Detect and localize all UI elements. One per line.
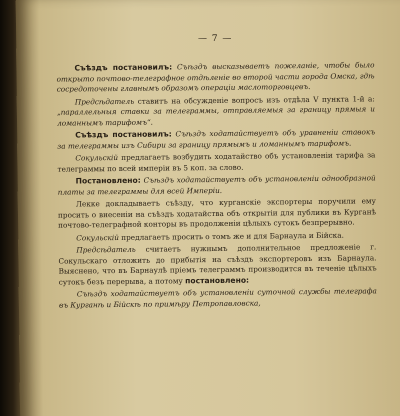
- paragraph-resolution-omsk: [56, 60, 374, 95]
- speaker-name: Сокульскій: [76, 232, 119, 242]
- paragraph-resolution-kurgan: [59, 286, 377, 310]
- paragraph-chairman-question: [57, 94, 375, 129]
- page-text: [56, 32, 377, 312]
- resolution-text: Съѣздъ высказываетъ пожеланіе, чтобы было открыто почтово-телеграфное отдѣленіе во второй части города Омска, гдѣ сосредоточены главнымъ образомъ операціи маслоторговцевъ.: [56, 60, 375, 94]
- speaker-name: Сокульскій: [75, 153, 119, 163]
- paragraph-sokulsky-barnaul: [58, 230, 376, 244]
- paragraph-text: предлагаетъ просить о томъ же и для Барнаула и Бійска.: [118, 230, 344, 242]
- paragraph-text: ставитъ на обсужденіе вопросъ изъ отдѣла V пункта 1-й а:: [134, 93, 375, 106]
- paragraph-chairman-postpone: [58, 242, 376, 287]
- resolution-text: Съѣздъ ходатайствуетъ объ уравненіи ставокъ за телеграммы изъ Сибири за границу прямымъ и ломаннымъ тарифомъ.: [57, 127, 376, 151]
- page-number: — 7 —: [197, 33, 233, 45]
- resolution-heading: постановлено:: [185, 275, 250, 285]
- paragraph-resolution-uniform: [58, 173, 376, 197]
- speaker-name: Предсѣдатель: [76, 244, 136, 255]
- paragraph-text: считаетъ нужнымъ дополнительное предложеніе г. Сокульскаго отложить до прибытія на съѣздъ экспортеровъ изъ Барнаула. Выяснено, что въ Барнаулѣ пріемъ телеграммъ производится въ теченіе цѣлыхъ сутокъ безъ перерыва, а потому: [58, 242, 377, 287]
- paragraph-lekke-report: [58, 196, 376, 231]
- paragraph-text: Лекке докладываетъ съѣзду, что курганскіе экспортеры поручили ему просить о внесеніи на съѣздъ ходатайства объ открытіи для публики въ Курганѣ почтово-телеграфной конторы въ продолженіи цѣлыхъ сутокъ безпрерывно.: [57, 196, 377, 230]
- resolution-heading: Съѣздъ постановилъ:: [75, 129, 172, 140]
- speaker-name: Предсѣдатель: [74, 96, 135, 106]
- paragraph-text: предлагаетъ возбудить ходатайство объ установленіи тарифа за телеграммы по всей имперіи въ 5 коп. за слово.: [57, 150, 376, 174]
- book-page: [16, 0, 400, 416]
- resolution-heading: Постановлено:: [75, 175, 141, 186]
- paragraph-sokulsky-proposal: [57, 150, 375, 174]
- resolution-heading: Съѣздъ постановилъ:: [74, 62, 173, 73]
- paragraph-resolution-rates: [57, 127, 375, 151]
- resolution-text: Съѣздъ ходатайствуетъ объ установленіи однообразной платы за телеграммы для всей Имперіи.: [57, 173, 376, 197]
- quoted-text: „параллельныя ставки за телеграммы, отправляемыя за границу прямыя и ломаннымъ тарифомъ“.: [56, 104, 375, 128]
- resolution-text: Съѣздъ ходатайствуетъ объ установленіи суточной службы телеграфа въ Курганѣ и Бійскѣ по примѣру Петропавловска,: [58, 286, 377, 310]
